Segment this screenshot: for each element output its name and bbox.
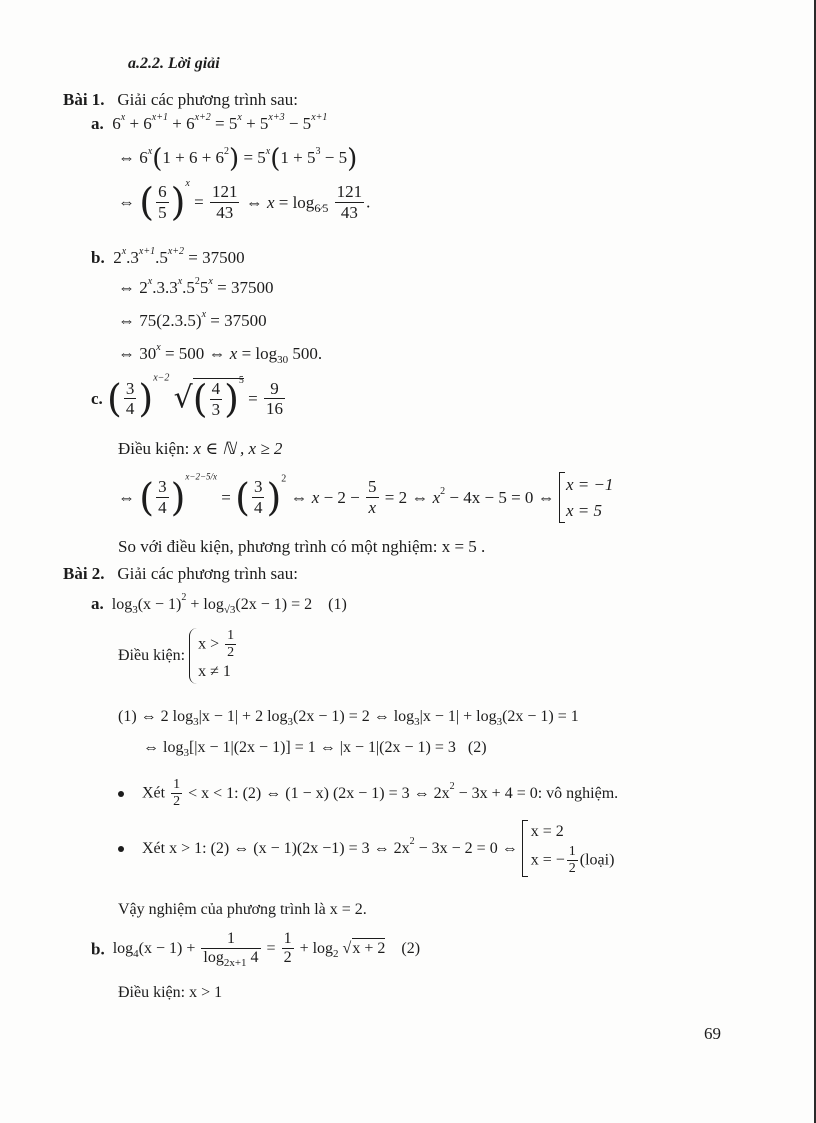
p1b-line3: ⇔ $75(2.3.5)^x = 37500$ [118, 309, 267, 330]
p2a-label: a. [91, 594, 104, 613]
p1c-condition [118, 440, 282, 457]
p2a-case2-label: Xét [142, 839, 166, 857]
p1b-line1: b. $2^x.3^{x+1}.5^{x+2} = 37500$ [91, 246, 245, 267]
p1b-line4: ⇔ $30^x = 500$ ⇔ $x = \log_{30} 500$. [118, 342, 323, 366]
section-title: a.2.2. Lời giải [128, 55, 220, 72]
bullet-icon [118, 846, 124, 852]
p2a-case2: Xét x > 1: (2) ⇔ (x − 1)(2x −1) = 3 ⇔ $2x^2 - 3x - 2 = 0$ ⇔ x = 2 x = − $\frac{1}{2}$ (loại) [118, 820, 614, 877]
problem2-header [63, 565, 298, 582]
p1c-label: c. [91, 389, 103, 409]
p2a-case2-note: (loại) [579, 851, 615, 869]
p2a-conclusion: Vậy nghiệm của phương trình là x = 2. [118, 901, 367, 918]
p1a-line3: ⇔ ( $\frac{6}{5}$ )$^x$ = $\frac{121}{43}$ ⇔ $x = \log_{6⁄5}$ $\frac{121}{43}$ . [118, 177, 371, 225]
p1c-conclusion: So với điều kiện, phương trình có một nghiệm: x = 5 . [118, 537, 486, 556]
p2b-line1: b. $\log_4(x - 1)$ + $\frac{1}{\log_{2x+1} 4}$ = $\frac{1}{2}$ + $\log_2 √x + 2$ (2) [91, 930, 421, 970]
p2a-case1-label: Xét [142, 784, 166, 802]
problem2-heading: Bài 2. [63, 564, 105, 583]
p2b-condition-label: Điều kiện: [118, 984, 186, 1001]
p1a-equation: $6^x + 6^{x+1} + 6^{x+2} = 5^x + 5^{x+3} - 5^{x+1}$ [112, 112, 328, 133]
p2a-condition-label: Điều kiện: [118, 646, 186, 664]
p1a-line1 [91, 112, 328, 133]
p2a-case1: Xét $\frac{1}{2}$ < x < 1: (2) ⇔ (1 − x) (2x − 1) = 3 ⇔ $2x^2 - 3x + 4 = 0$: vô nghiệm. [118, 777, 618, 810]
p2a-case1-result: vô nghiệm. [546, 784, 619, 802]
p2a-line1: a. $\log_3(x - 1)^2 + \log_{√3}(2x - 1) = 2$ (1) [91, 592, 347, 616]
p2a-condition: Điều kiện: x > $\frac{1}{2}$ x ≠ 1 [118, 628, 238, 684]
p2b-condition-text: x > 1 [189, 984, 223, 1001]
p2a-line3: ⇔ $\log_3[|x - 1|(2x - 1)] = 1$ ⇔ |x − 1|(2x − 1) = 3 (2) [143, 739, 487, 759]
problem1-heading: Bài 1. [63, 90, 105, 109]
p2a-line2: (1) ⇔ 2 $\log_3|x - 1| + 2$ $\log_3(2x - 1) = 2$ ⇔ $\log_3|x - 1| + \log_3(2x - 1) = 1$ [118, 708, 579, 728]
p1b-label: b. [91, 248, 105, 267]
problem1-intro: Giải các phương trình sau: [117, 90, 298, 109]
p1c-line1: c. ( $\frac{3}{4}$ )$^{x-2}$ √( $\frac{4}{3}$ )$^5$ = $\frac{9}{16}$ [91, 372, 284, 422]
p1b-line2: ⇔ $2^x.3.3^x.5^25^x = 37500$ [118, 276, 274, 297]
page-number: 69 [704, 1024, 721, 1043]
p2b-condition [118, 985, 222, 1001]
problem2-intro: Giải các phương trình sau: [117, 564, 298, 583]
p1a-label: a. [91, 114, 104, 133]
p2b-label: b. [91, 939, 105, 959]
p1c-condition-text: x ∈ ℕ , x ≥ 2 [193, 439, 283, 458]
p1c-condition-label: Điều kiện: [118, 439, 190, 458]
problem1-header [63, 91, 298, 108]
p1a-line2: ⇔ $6^x(1 + 6 + 6^2) = 5^x(1 + 5^3 - 5)$ [118, 144, 358, 174]
bullet-icon [118, 791, 124, 797]
p1c-line2: ⇔ ( $\frac{3}{4}$ )$^{x-2-5/x}$ = ( $\frac{3}{4}$ )$^2$ ⇔ x − 2 − $\frac{5}{x}$ = 2 ⇔ $x^2 - 4x - 5 = 0$ ⇔ x = −1 x = 5 [118, 472, 613, 523]
